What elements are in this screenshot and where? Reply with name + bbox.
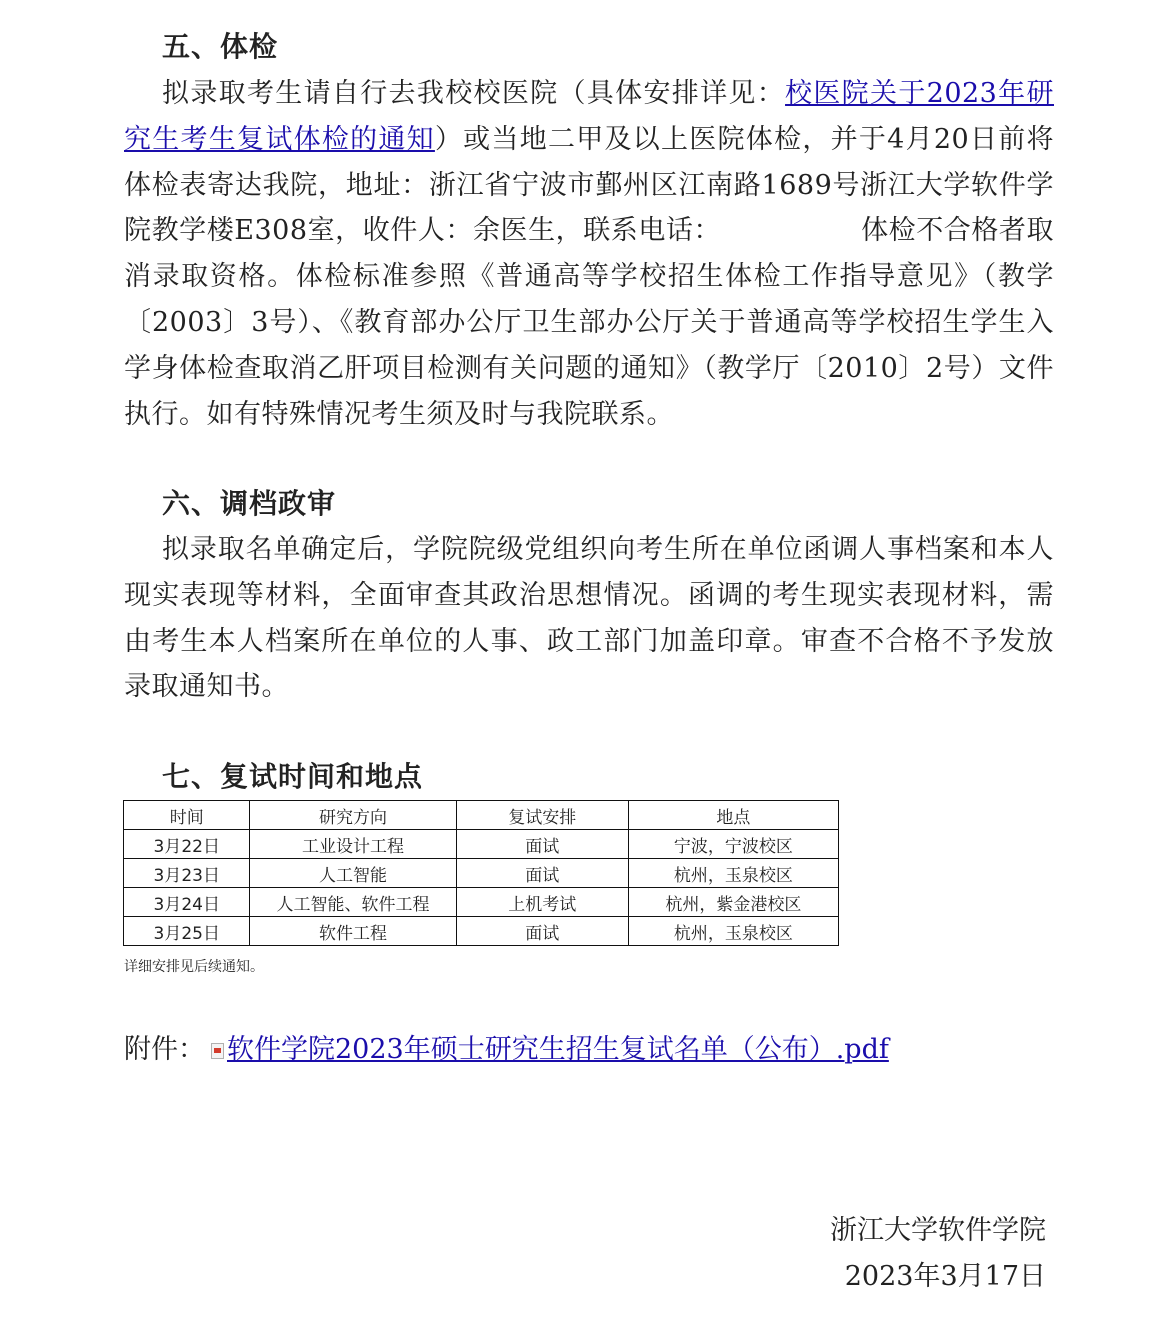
signature-date: 2023年3月17日 (844, 1261, 1046, 1292)
cell-time: 3月23日 (124, 859, 250, 888)
cell-direction: 人工智能、软件工程 (250, 888, 456, 917)
attachment-label: 附件： (124, 1034, 205, 1065)
interview-schedule-table (123, 800, 839, 946)
section7-heading: 七、复试时间和地点 (162, 760, 424, 793)
cell-arrangement: 面试 (456, 830, 628, 859)
header-location: 地点 (628, 801, 838, 830)
header-direction: 研究方向 (250, 801, 456, 830)
section5-text-start: 拟录取考生请自行去我校校医院（具体安排详见： (162, 78, 786, 109)
table-header-row (124, 801, 839, 830)
cell-location: 杭州，玉泉校区 (628, 917, 838, 946)
table-row (124, 917, 839, 946)
table-row (124, 888, 839, 917)
attachment-line (124, 1030, 889, 1070)
section5-heading: 五、体检 (162, 30, 279, 63)
cell-arrangement: 上机考试 (456, 888, 628, 917)
cell-location: 杭州，紫金港校区 (628, 888, 838, 917)
physical-exam-notice-link[interactable]: 校医院关于2023年研究生考生复试体检的通知 (124, 78, 1054, 155)
table-row (124, 830, 839, 859)
signature-org: 浙江大学软件学院 (830, 1215, 1046, 1246)
cell-direction: 软件工程 (250, 917, 456, 946)
cell-direction: 人工智能 (250, 859, 456, 888)
cell-location: 杭州，玉泉校区 (628, 859, 838, 888)
header-time: 时间 (124, 801, 250, 830)
schedule-note: 详细安排见后续通知。 (124, 959, 264, 975)
cell-time: 3月25日 (124, 917, 250, 946)
section6-heading: 六、调档政审 (162, 487, 337, 520)
section6-paragraph: 拟录取名单确定后，学院院级党组织向考生所在单位函调人事档案和本人现实表现等材料，全面审查其政治思想情况。函调的考生现实表现材料，需由考生本人档案所在单位的人事、政工部门加盖印章。审查不合格不予发放录取通知书。 (124, 534, 1054, 703)
cell-arrangement: 面试 (456, 859, 628, 888)
cell-direction: 工业设计工程 (250, 830, 456, 859)
table-row (124, 859, 839, 888)
cell-arrangement: 面试 (456, 917, 628, 946)
pdf-file-icon (211, 1043, 224, 1059)
section5-text-mid: ）或当地二甲及以上医院体检，并于4月20日前将体检表寄达我院，地址：浙江省宁波市鄞州区江南路1689号浙江大学软件学院教学楼E308室，收件人：余医生，联系电话： (124, 123, 1054, 247)
section5-text-end: 体检不合格者取消录取资格。体检标准参照《普通高等学校招生体检工作指导意见》（教学〔2003〕3号）、《教育部办公厅卫生部办公厅关于普通高等学校招生学生入学身体检查取消乙肝项目检测有关问题的通知》（教学厅〔2010〕2号）文件执行。如有特殊情况考生须及时与我院联系。 (124, 215, 1055, 430)
cell-time: 3月22日 (124, 830, 250, 859)
cell-location: 宁波，宁波校区 (628, 830, 838, 859)
section5-paragraph (124, 71, 1054, 437)
cell-time: 3月24日 (124, 888, 250, 917)
attachment-pdf-link[interactable]: 软件学院2023年硕士研究生招生复试名单（公布）.pdf (227, 1034, 889, 1065)
header-arrangement: 复试安排 (456, 801, 628, 830)
